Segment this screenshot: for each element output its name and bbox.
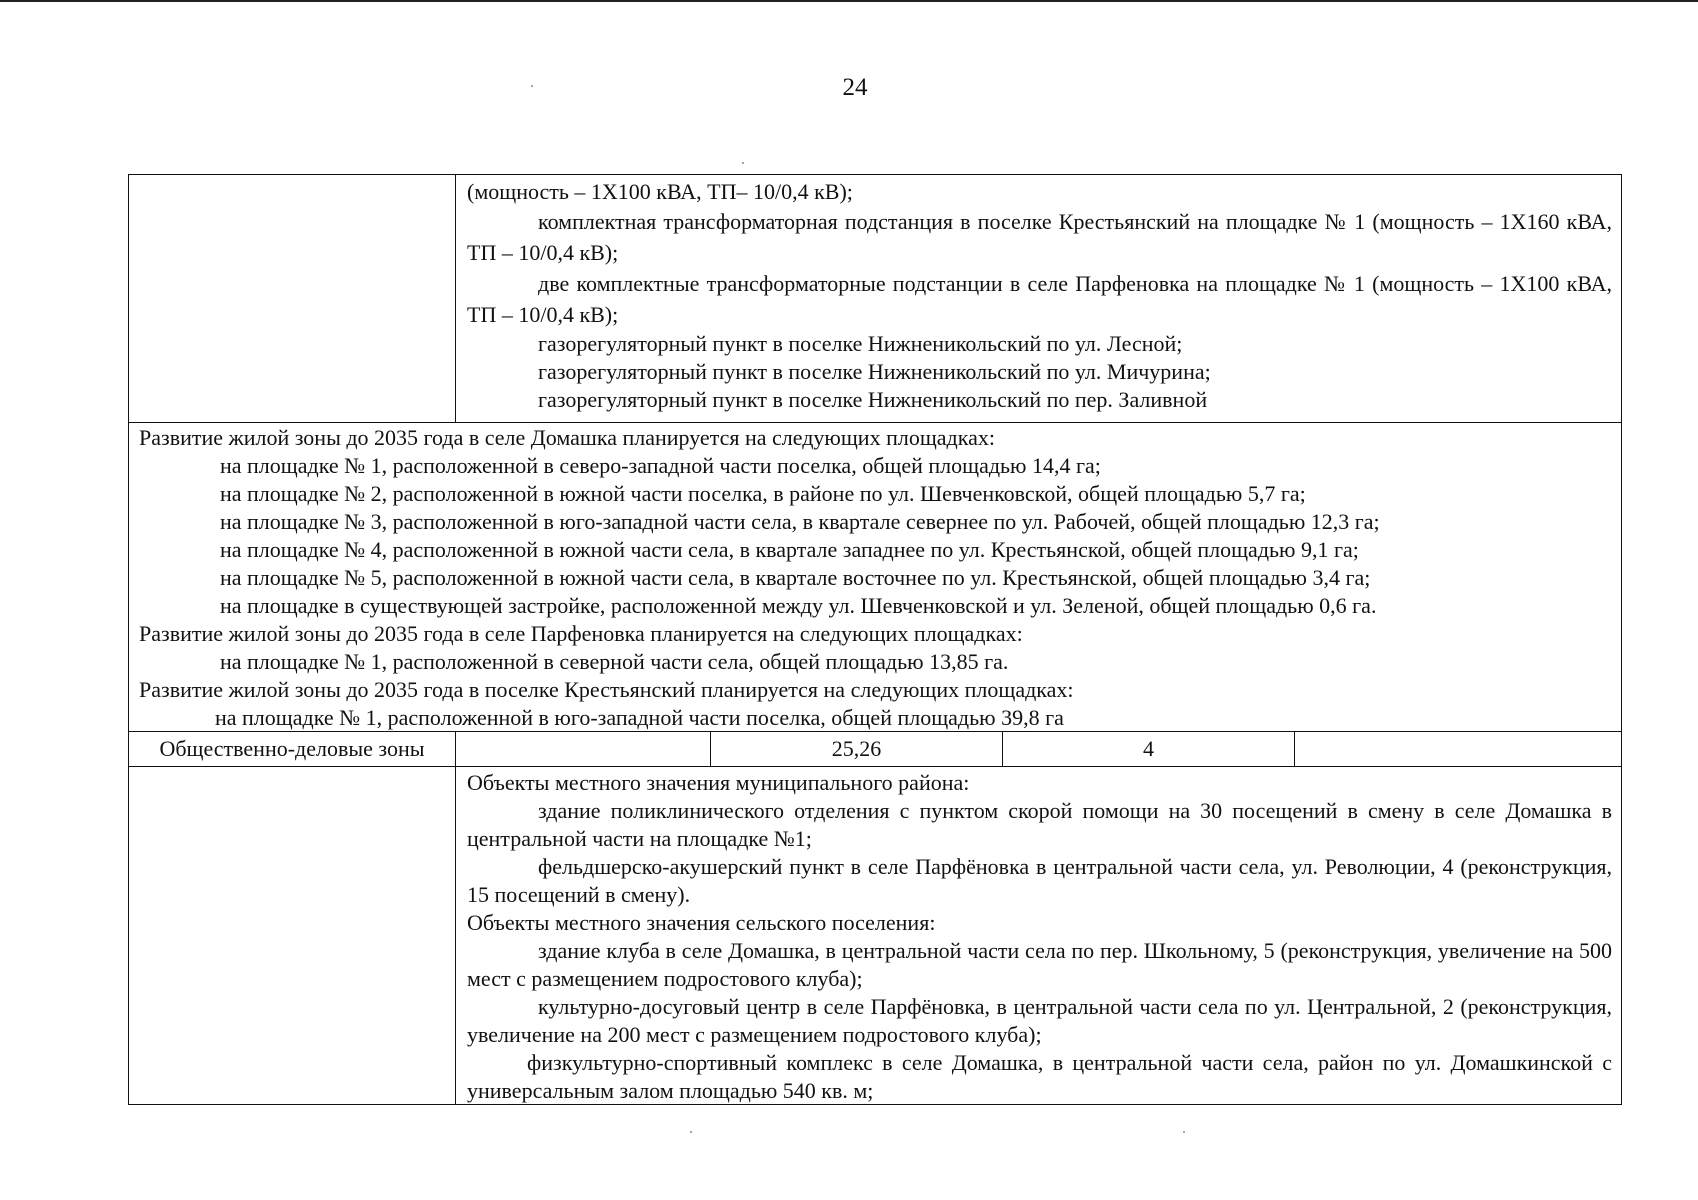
- utility-line: газорегуляторный пункт в поселке Нижненикольский по ул. Лесной;: [538, 331, 1183, 356]
- residential-heading: Развитие жилой зоны до 2035 года в селе Парфеновка планируется на следующих площадках:: [139, 621, 1023, 646]
- table-cell-utilities-text: [467, 178, 1612, 414]
- residential-site: на площадке № 4, расположенной в южной части села, в квартале западнее по ул. Крестьянской, общей площадью 9,1 га;: [220, 537, 1359, 562]
- object-item: фельдшерско-акушерский пункт в селе Парфёновка в центральной части села, ул. Революции, 4 (реконструкция, 15 посещений в смену).: [467, 854, 1612, 907]
- scan-speck: [690, 1131, 692, 1133]
- residential-site: на площадке № 1, расположенной в северо-западной части поселка, общей площадью 14,4 га;: [220, 453, 1101, 478]
- residential-text: [139, 424, 1619, 732]
- scan-speck: [1183, 1131, 1185, 1133]
- table-section-utilities: [128, 174, 1622, 423]
- object-item: здание поликлинического отделения с пунктом скорой помощи на 30 посещений в смену в селе Домашка в центральной части на площадке №1;: [467, 798, 1612, 851]
- table-section-public-objects: [128, 767, 1622, 1105]
- object-item: здание клуба в селе Домашка, в центральной части села по пер. Школьному, 5 (реконструкция, увеличение на 500 мест с размещением подростового клуба);: [467, 938, 1612, 991]
- public-objects-text: [467, 769, 1612, 1105]
- table-row-public-business: [128, 732, 1622, 767]
- object-item: культурно-досуговый центр в селе Парфёновка, в центральной части села по ул. Центральной, 2 (реконструкция, увеличение на 200 мест с размещением подростового клуба);: [467, 994, 1612, 1047]
- area-value-cell: 25,26: [711, 732, 1003, 767]
- table-section-residential: [128, 422, 1622, 732]
- table-cell-empty: [1295, 732, 1621, 767]
- zone-name-cell: Общественно-деловые зоны: [129, 732, 456, 767]
- objects-heading: Объекты местного значения сельского поселения:: [467, 910, 936, 935]
- objects-heading: Объекты местного значения муниципального района:: [467, 770, 970, 795]
- residential-site: на площадке № 2, расположенной в южной части поселка, в районе по ул. Шевченковской, общей площадью 5,7 га;: [220, 481, 1306, 506]
- utility-line: газорегуляторный пункт в поселке Нижненикольский по ул. Мичурина;: [538, 359, 1211, 384]
- top-border-line: [0, 0, 1698, 2]
- table-cell-empty-left: [129, 767, 456, 1104]
- residential-site: на площадке в существующей застройке, расположенной между ул. Шевченковской и ул. Зеленой, общей площадью 0,6 га.: [220, 593, 1377, 618]
- residential-site: на площадке № 5, расположенной в южной части села, в квартале восточнее по ул. Крестьянской, общей площадью 3,4 га;: [220, 565, 1371, 590]
- residential-site: на площадке № 3, расположенной в юго-западной части села, в квартале севернее по ул. Рабочей, общей площадью 12,3 га;: [220, 509, 1380, 534]
- count-value-cell: 4: [1003, 732, 1295, 767]
- residential-heading: Развитие жилой зоны до 2035 года в селе Домашка планируется на следующих площадках:: [139, 425, 995, 450]
- scan-speck: [742, 162, 744, 164]
- object-item: физкультурно-спортивный комплекс в селе Домашка, в центральной части села, район по ул. Домашкинской с универсальным залом площадью 540 кв. м;: [467, 1050, 1612, 1103]
- table-cell-empty: [456, 732, 711, 767]
- utility-line: газорегуляторный пункт в поселке Нижненикольский по пер. Заливной: [538, 387, 1208, 412]
- utility-line: две комплектные трансформаторные подстанции в селе Парфеновка на площадке № 1 (мощность – 1X100 кВА, ТП – 10/0,4 кВ);: [467, 271, 1612, 327]
- table-cell-empty-left: [129, 175, 456, 422]
- residential-site: на площадке № 1, расположенной в северной части села, общей площадью 13,85 га.: [220, 649, 1009, 674]
- page-number: 24: [842, 74, 868, 101]
- residential-heading: Развитие жилой зоны до 2035 года в поселке Крестьянский планируется на следующих площадках:: [139, 677, 1074, 702]
- utility-line: комплектная трансформаторная подстанция в поселке Крестьянский на площадке № 1 (мощность – 1X160 кВА, ТП – 10/0,4 кВ);: [467, 209, 1612, 265]
- residential-site: на площадке № 1, расположенной в юго-западной части поселка, общей площадью 39,8 га: [215, 705, 1064, 730]
- utility-line: (мощность – 1X100 кВА, ТП– 10/0,4 кВ);: [467, 179, 853, 204]
